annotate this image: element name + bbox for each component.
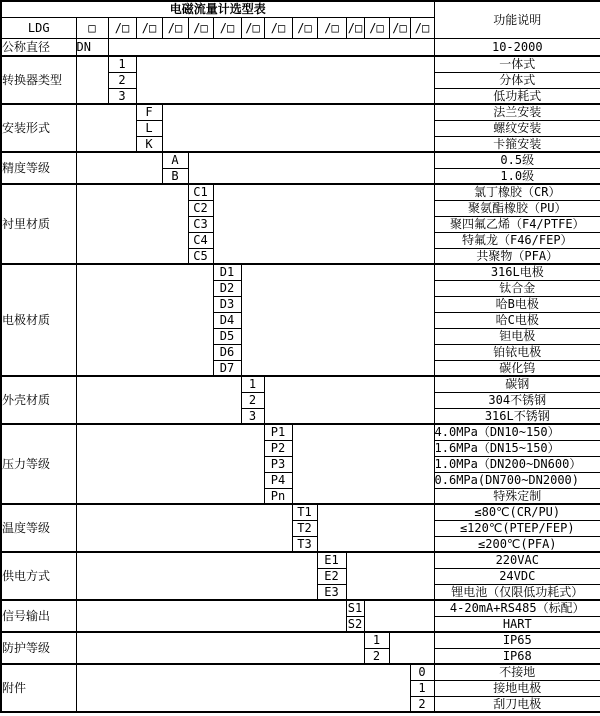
function-cell: 1.0级 xyxy=(434,168,600,184)
category-label: 压力等级 xyxy=(1,424,76,504)
option-code-cell: C4 xyxy=(188,232,213,248)
spacer-cell xyxy=(108,38,434,56)
function-cell: 24VDC xyxy=(434,568,600,584)
option-code-cell: C1 xyxy=(188,184,213,200)
spacer-cell xyxy=(264,376,434,424)
function-cell: IP65 xyxy=(434,632,600,648)
spacer-cell xyxy=(76,152,162,184)
option-code-cell: 0 xyxy=(410,664,434,680)
function-cell: ≤120℃(PTEP/FEP) xyxy=(434,520,600,536)
function-cell: 哈B电极 xyxy=(434,296,600,312)
category-label: 信号输出 xyxy=(1,600,76,632)
option-code-cell: T1 xyxy=(292,504,317,520)
spacer-cell xyxy=(241,264,434,376)
code-slot-cell: /□ xyxy=(213,17,241,38)
code-slot-cell: /□ xyxy=(317,17,346,38)
function-cell: ≤200℃(PFA) xyxy=(434,536,600,552)
function-cell: 锂电池（仅限低功耗式） xyxy=(434,584,600,600)
spacer-cell xyxy=(76,552,317,600)
function-cell: 220VAC xyxy=(434,552,600,568)
spacer-cell xyxy=(317,504,434,552)
option-code-cell: D4 xyxy=(213,312,241,328)
option-code-cell: P3 xyxy=(264,456,292,472)
function-cell: ≤80℃(CR/PU) xyxy=(434,504,600,520)
function-cell: IP68 xyxy=(434,648,600,664)
code-slot-cell: /□ xyxy=(108,17,136,38)
code-slot-cell: /□ xyxy=(364,17,389,38)
function-cell: 316L电极 xyxy=(434,264,600,280)
function-cell: 不接地 xyxy=(434,664,600,680)
code-slot-cell: /□ xyxy=(292,17,317,38)
option-code-cell: P1 xyxy=(264,424,292,440)
spacer-cell xyxy=(76,104,136,152)
option-code-cell: K xyxy=(136,136,162,152)
option-code-cell-dn: DN xyxy=(76,38,108,56)
code-slot-cell: /□ xyxy=(389,17,410,38)
category-label: 供电方式 xyxy=(1,552,76,600)
spacer-cell xyxy=(76,600,346,632)
dn-checkbox-cell: □ xyxy=(76,17,108,38)
function-cell: 0.6MPa(DN700~DN2000) xyxy=(434,472,600,488)
option-code-cell: E3 xyxy=(317,584,346,600)
category-label: 附件 xyxy=(1,664,76,712)
spacer-cell xyxy=(76,664,410,712)
function-cell: 特殊定制 xyxy=(434,488,600,504)
code-slot-cell: /□ xyxy=(188,17,213,38)
function-cell: 哈C电极 xyxy=(434,312,600,328)
option-code-cell: C2 xyxy=(188,200,213,216)
category-label: 防护等级 xyxy=(1,632,76,664)
category-label: 衬里材质 xyxy=(1,184,76,264)
category-label: 精度等级 xyxy=(1,152,76,184)
function-cell: 钛合金 xyxy=(434,280,600,296)
spacer-cell xyxy=(136,56,434,104)
function-cell: 氯丁橡胶（CR） xyxy=(434,184,600,200)
option-code-cell: F xyxy=(136,104,162,120)
option-code-cell: P2 xyxy=(264,440,292,456)
spacer-cell xyxy=(292,424,434,504)
option-code-cell: D3 xyxy=(213,296,241,312)
option-code-cell: L xyxy=(136,120,162,136)
category-label: 外壳材质 xyxy=(1,376,76,424)
function-cell: 法兰安装 xyxy=(434,104,600,120)
function-cell: 接地电极 xyxy=(434,680,600,696)
option-code-cell: 2 xyxy=(410,696,434,712)
option-code-cell: D2 xyxy=(213,280,241,296)
function-cell: 钽电极 xyxy=(434,328,600,344)
function-cell: 碳钢 xyxy=(434,376,600,392)
code-slot-cell: /□ xyxy=(136,17,162,38)
category-label-diameter: 公称直径 xyxy=(1,38,76,56)
function-cell: 分体式 xyxy=(434,72,600,88)
option-code-cell: E1 xyxy=(317,552,346,568)
option-code-cell: T2 xyxy=(292,520,317,536)
option-code-cell: S2 xyxy=(347,616,363,631)
spacer-cell xyxy=(389,632,434,664)
option-code-cell: Pn xyxy=(264,488,292,504)
function-cell: 1.6MPa（DN15~150） xyxy=(434,440,600,456)
option-code-cell: D6 xyxy=(213,344,241,360)
function-cell: 聚四氟乙烯（F4/PTFE） xyxy=(434,216,600,232)
spacer-cell xyxy=(76,504,292,552)
model-prefix-cell: LDG xyxy=(1,17,76,38)
function-cell: 低功耗式 xyxy=(434,88,600,104)
function-cell: HART xyxy=(434,616,600,632)
code-slot-cell: /□ xyxy=(346,17,364,38)
function-cell: 316L不锈钢 xyxy=(434,408,600,424)
code-slot-cell: /□ xyxy=(410,17,434,38)
category-label: 安装形式 xyxy=(1,104,76,152)
function-cell: 0.5级 xyxy=(434,152,600,168)
option-code-cell: E2 xyxy=(317,568,346,584)
option-code-cell: T3 xyxy=(292,536,317,552)
function-cell: 铂铱电极 xyxy=(434,344,600,360)
function-cell: 4-20mA+RS485（标配） xyxy=(434,600,600,616)
code-slot-cell: /□ xyxy=(264,17,292,38)
option-code-cell: B xyxy=(162,168,188,184)
function-cell: 1.0MPa（DN200~DN600） xyxy=(434,456,600,472)
spacer-cell xyxy=(162,104,434,152)
function-cell: 一体式 xyxy=(434,56,600,72)
option-code-cell: 2 xyxy=(364,648,389,664)
table-title: 电磁流量计选型表 xyxy=(1,1,434,17)
option-code-cell: D1 xyxy=(213,264,241,280)
option-code-cell: 1 xyxy=(108,56,136,72)
option-code-cell: A xyxy=(162,152,188,168)
option-code-cell: D7 xyxy=(213,360,241,376)
function-cell: 聚氨酯橡胶（PU） xyxy=(434,200,600,216)
option-code-cell: D5 xyxy=(213,328,241,344)
option-code-cell: C3 xyxy=(188,216,213,232)
option-code-cell: 2 xyxy=(108,72,136,88)
function-cell: 碳化钨 xyxy=(434,360,600,376)
option-code-cell: 2 xyxy=(241,392,264,408)
spacer-cell xyxy=(76,376,241,424)
function-cell: 卡箍安装 xyxy=(434,136,600,152)
category-label: 温度等级 xyxy=(1,504,76,552)
option-code-cell: S1 xyxy=(347,601,363,616)
option-code-cell: 1 xyxy=(364,632,389,648)
code-slot-cell: /□ xyxy=(241,17,264,38)
function-cell: 螺纹安装 xyxy=(434,120,600,136)
function-cell: 10-2000 xyxy=(434,38,600,56)
category-label: 转换器类型 xyxy=(1,56,76,104)
function-cell: 刮刀电极 xyxy=(434,696,600,712)
spacer-cell xyxy=(346,552,434,600)
function-cell: 特氟龙（F46/FEP） xyxy=(434,232,600,248)
spacer-cell xyxy=(213,184,434,264)
spacer-cell xyxy=(188,152,434,184)
spacer-cell xyxy=(76,184,188,264)
spacer-cell xyxy=(364,600,434,632)
spacer-cell xyxy=(76,632,364,664)
spacer-cell xyxy=(76,264,213,376)
spacer-cell xyxy=(76,424,264,504)
option-code-cell: 3 xyxy=(241,408,264,424)
function-cell: 304不锈钢 xyxy=(434,392,600,408)
function-cell: 共聚物（PFA） xyxy=(434,248,600,264)
function-cell: 4.0MPa（DN10~150） xyxy=(434,424,600,440)
function-column-header: 功能说明 xyxy=(434,1,600,38)
option-code-cell: P4 xyxy=(264,472,292,488)
code-slot-cell: /□ xyxy=(162,17,188,38)
option-code-cell: 3 xyxy=(108,88,136,104)
option-code-cell: 1 xyxy=(241,376,264,392)
option-code-cell: 1 xyxy=(410,680,434,696)
category-label: 电极材质 xyxy=(1,264,76,376)
spacer-cell xyxy=(76,56,108,104)
option-code-cell: C5 xyxy=(188,248,213,264)
